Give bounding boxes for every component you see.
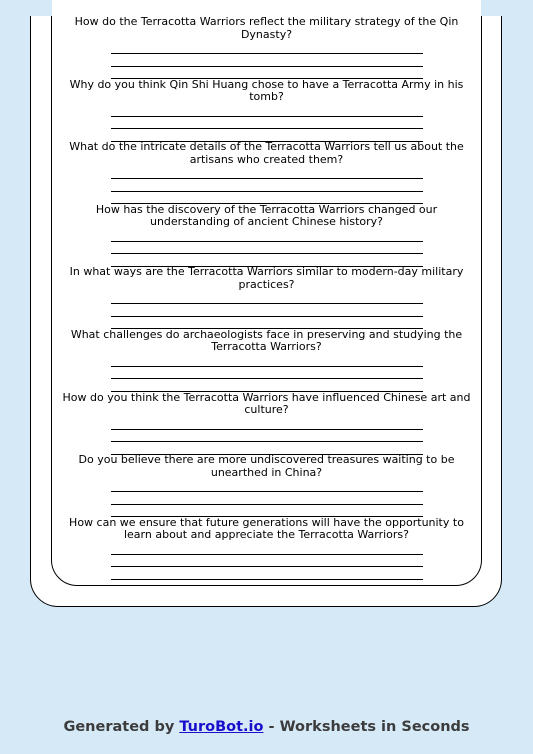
question-item [52,392,481,455]
turobot-link[interactable]: TuroBot.io [179,719,264,735]
question-item [52,266,481,329]
question-item [52,141,481,204]
answer-line[interactable] [111,316,423,317]
question-item [52,329,481,392]
footer-prefix: Generated by [63,719,180,735]
footer-suffix: - Worksheets in Seconds [263,719,470,735]
answer-line[interactable] [111,504,423,505]
answer-line[interactable] [111,303,423,304]
answer-line[interactable] [111,491,423,492]
answer-line[interactable] [111,378,423,379]
question-text: Why do you think Qin Shi Huang chose to have a Terracotta Army in his tomb? [69,77,464,104]
question-text: In what ways are the Terracotta Warriors similar to modern-day military practices? [69,265,464,291]
question-item [52,79,481,142]
question-item [52,16,481,79]
question-text: How can we ensure that future generations will have the opportunity to learn about and appreciate the Terracotta Warriors? [69,515,464,542]
answer-line[interactable] [111,53,423,54]
question-text: How do you think the Terracotta Warriors have influenced Chinese art and culture? [62,390,471,417]
question-text: How has the discovery of the Terracotta Warriors changed our understanding of ancient Chinese history? [95,202,438,229]
answer-line[interactable] [111,128,423,129]
question-text: How do the Terracotta Warriors reflect the military strategy of the Qin Dynasty? [74,15,459,41]
answer-line[interactable] [111,253,423,254]
question-text: What challenges do archaeologists face in preserving and studying the Terracotta Warriors? [70,327,463,354]
footer-credit [0,719,533,735]
answer-line[interactable] [111,66,423,67]
answer-line[interactable] [111,116,423,117]
question-item [52,454,481,517]
question-list [52,16,481,579]
answer-line[interactable] [111,579,423,580]
answer-line[interactable] [111,241,423,242]
answer-line[interactable] [111,178,423,179]
question-text: Do you believe there are more undiscovered treasures waiting to be unearthed in China? [78,453,455,479]
answer-line[interactable] [111,566,423,567]
answer-line[interactable] [111,441,423,442]
answer-line[interactable] [111,554,423,555]
answer-line[interactable] [111,191,423,192]
question-text: What do the intricate details of the Terracotta Warriors tell us about the artisans who created them? [69,140,464,166]
question-item [52,517,481,580]
answer-line[interactable] [111,429,423,430]
answer-line[interactable] [111,366,423,367]
question-item [52,204,481,267]
top-page-edge [0,0,533,16]
